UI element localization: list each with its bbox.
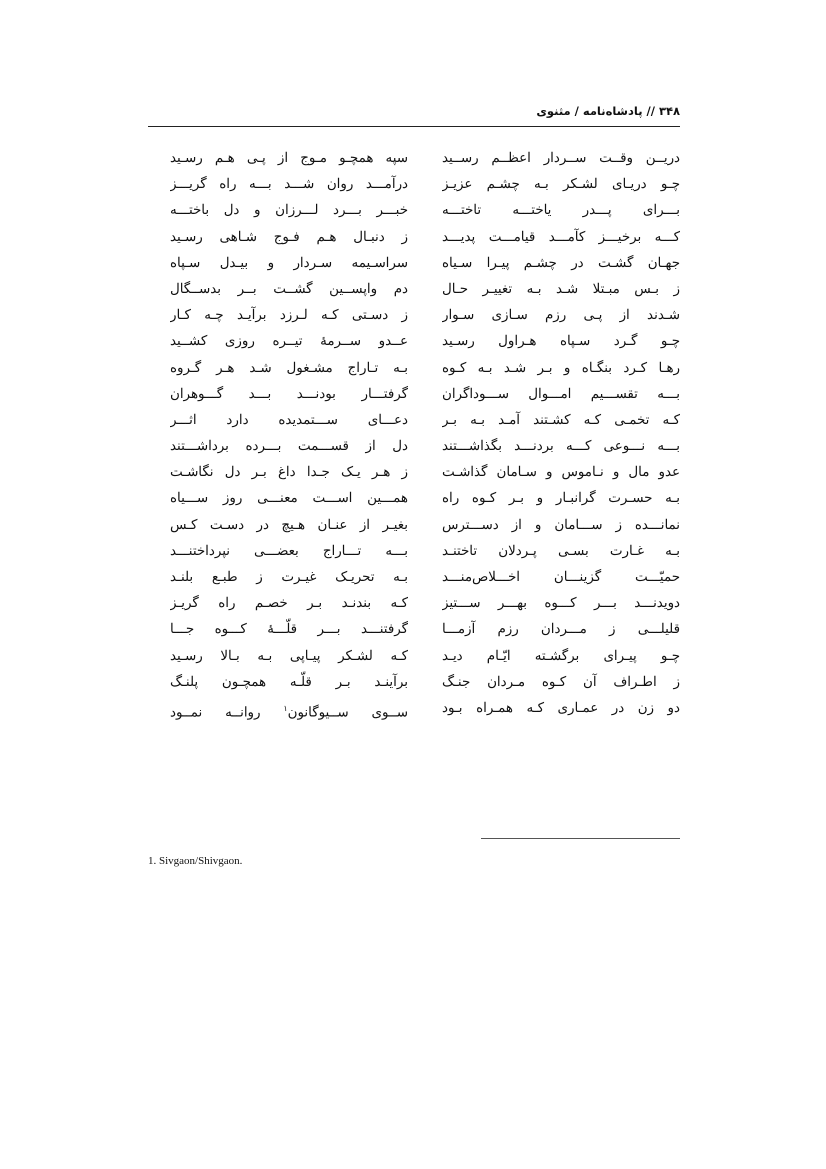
hemistich-left: کـه لشـکر پیـاپی بـه بـالا رسـید (170, 648, 408, 664)
verse-row (170, 644, 680, 670)
verse-row (170, 146, 680, 172)
hemistich-right: رهـا کـرد بنگـاه و بـر شـد بـه کـوه (442, 360, 680, 376)
hemistich-left: بـــه تـــاراج بعضـــی نپرداختنـــد (170, 543, 408, 559)
hemistich-right: کـه تخمـی کـه کشـتند آمـد بـه بـر (442, 412, 680, 428)
verse-row (170, 172, 680, 198)
hemistich-left: سراسـیمه سـردار و بیـدل سـپاه (170, 255, 408, 271)
hemistich-right: ز اطـراف آن کـوه مـردان جنـگ (442, 674, 680, 690)
running-header: ۳۴۸ // پادشاه‌نامه / مثنوی (536, 104, 680, 118)
hemistich-left: گرفتـــار بودنـــد بـــد گـــوهران (170, 386, 408, 402)
poem-body (170, 146, 680, 722)
hemistich-left: درآمـــد روان شـــد بـــه راه گریـــز (170, 177, 408, 193)
hemistich-right: بـــه تقســـیم امـــوال ســـوداگران (442, 386, 680, 402)
hemistich-left: خبـــر بـــرد لـــرزان و دل باختـــه (170, 203, 408, 219)
hemistich-right: دویدنـــد بـــر کـــوه بهـــر ســـتیز (442, 596, 680, 612)
verse-row (170, 670, 680, 696)
footnote-rule (481, 838, 680, 839)
hemistich-left: بغیـر از عنـان هـیچ در دسـت کـس (170, 517, 408, 533)
hemistich-left: دعـــای ســـتمدیده دارد اثـــر (170, 412, 408, 428)
hemistich-right: بـــه نـــوعی کـــه بردنـــد بگذاشـــتند (442, 439, 680, 455)
verse-row (170, 225, 680, 251)
hemistich-left (170, 696, 408, 722)
hemistich-right: جهـان گشـت در چشـم پیـرا سـیاه (442, 255, 680, 271)
hemistich-right: عدو مال و نـاموس و سـامان گذاشـت (442, 465, 680, 481)
hemistich-right: بـه غـارت بسـی پـردلان تاختنـد (442, 543, 680, 559)
hemistich-right: دو زن در عمـاری کـه همـراه بـود (442, 700, 680, 716)
hemistich-right: چـو گـرد سـپاه هـراول رسـید (442, 334, 680, 350)
footnote-marker: ۱ (283, 703, 288, 713)
verse-row (170, 356, 680, 382)
hemistich-left: بـه تحریـک غیـرت ز طبـع بلنـد (170, 570, 408, 585)
hemistich-left: ز دنبـال هـم فـوج شـاهی رسـید (170, 229, 408, 245)
hemistich-left-tail: روانــه نمــود (170, 705, 284, 721)
verse-row (170, 486, 680, 512)
verse-row (170, 277, 680, 303)
verse-row (170, 408, 680, 434)
footnote: 1. Sivgaon/Shivgaon. (148, 855, 243, 867)
verse-row (170, 565, 680, 591)
verse-row (170, 617, 680, 643)
hemistich-left: ز هـر یـک جـدا داغ بـر دل نگاشـت (170, 465, 408, 481)
verse-row (170, 591, 680, 617)
verse-row (170, 198, 680, 224)
hemistich-right: حمیّـــت گزینـــان اخـــلاص‌منـــد (442, 570, 680, 585)
hemistich-right: دریــن وقــت ســردار اعظــم رســید (442, 151, 680, 166)
hemistich-right: چـو دریـای لشـکر بـه چشـم عزیـز (442, 177, 680, 193)
hemistich-left: برآینـد بـر قلّـه همچـون پلنـگ (170, 674, 408, 690)
verse-row (170, 460, 680, 486)
verse-row (170, 696, 680, 722)
verse-row (170, 251, 680, 277)
hemistich-left: گرفتنـــد بـــر قلّـــهٔ کـــوه جـــا (170, 622, 408, 638)
hemistich-right: نمانـــده ز ســـامان و از دســـترس (442, 517, 680, 533)
hemistich-right: قلیلـــی ز مـــردان رزم آزمـــا (442, 622, 680, 638)
hemistich-left: دم واپســین گشــت بــر بدســگال (170, 281, 408, 297)
hemistich-left: همـــین اســـت معنـــی روز ســـیاه (170, 491, 408, 507)
verse-row (170, 513, 680, 539)
hemistich-right: بـه حسـرت گرانبـار و بـر کـوه راه (442, 491, 680, 507)
hemistich-left: کـه بندنـد بـر خصـم راه گریـز (170, 596, 408, 612)
hemistich-left: دل از قســـمت بـــرده برداشـــتند (170, 439, 408, 455)
hemistich-left-text: ســوی ســیوگانون (287, 705, 408, 721)
hemistich-left: عــدو ســرمهٔ تیــره روزی کشــید (170, 334, 408, 350)
hemistich-right: بـــرای پـــدر یاختـــه تاختـــه (442, 203, 680, 219)
header-rule (148, 126, 680, 127)
hemistich-left: بـه تـاراج مشـغول شـد هـر گـروه (170, 360, 408, 376)
verse-row (170, 303, 680, 329)
verse-row (170, 329, 680, 355)
hemistich-right: چـو پیـرای برگشـته ایّـام دیـد (442, 648, 680, 664)
hemistich-right: شـدند از پـی رزم سـازی سـوار (442, 308, 680, 324)
verse-row (170, 539, 680, 565)
hemistich-right: ز بـس مبـتلا شـد بـه تغییـر حـال (442, 281, 680, 297)
hemistich-left: سپه همچـو مـوج از پـی هـم رسـید (170, 151, 408, 166)
hemistich-right: کـــه برخیـــز کآمـــد قیامـــت پدیـــد (442, 229, 680, 245)
verse-row (170, 434, 680, 460)
verse-row (170, 382, 680, 408)
hemistich-left: ز دسـتی کـه لـرزد برآیـد چـه کـار (170, 308, 408, 324)
